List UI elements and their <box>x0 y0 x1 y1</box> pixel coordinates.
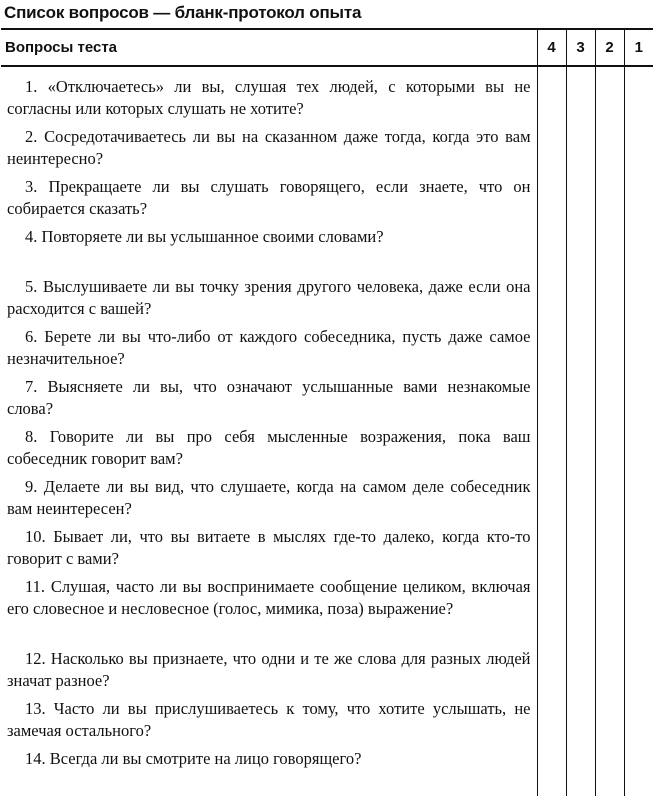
score-cell-2[interactable] <box>595 124 624 174</box>
question-number: 4. <box>25 227 38 246</box>
question-body: Повторяете ли вы услышанное своими словами? <box>41 227 384 246</box>
question-body: Говорите ли вы про себя мысленные возражения, пока ваш собеседник говорит вам? <box>7 427 531 468</box>
question-number: 12. <box>25 649 46 668</box>
score-cell-4[interactable] <box>537 574 566 646</box>
question-number: 5. <box>25 277 38 296</box>
page-title: Список вопросов — бланк-протокол опыта <box>4 3 362 22</box>
score-cell-3[interactable] <box>566 746 595 796</box>
score-cell-1[interactable] <box>624 224 653 274</box>
score-cell-3[interactable] <box>566 374 595 424</box>
score-cell-3[interactable] <box>566 574 595 646</box>
column-header-score-2: 2 <box>595 29 624 66</box>
score-cell-4[interactable] <box>537 746 566 796</box>
question-body: Выясняете ли вы, что означают услышанные вами незнакомые слова? <box>7 377 531 418</box>
score-cell-4[interactable] <box>537 374 566 424</box>
score-cell-1[interactable] <box>624 174 653 224</box>
score-cell-1[interactable] <box>624 66 653 124</box>
question-row-7 <box>1 374 653 424</box>
question-text <box>1 324 537 374</box>
question-text <box>1 66 537 124</box>
question-row-8 <box>1 424 653 474</box>
score-cell-4[interactable] <box>537 324 566 374</box>
score-cell-3[interactable] <box>566 524 595 574</box>
question-body: Выслушиваете ли вы точку зрения другого человека, даже если она расходится с вашей? <box>7 277 531 318</box>
question-number: 3. <box>25 177 38 196</box>
score-cell-4[interactable] <box>537 424 566 474</box>
question-body: Сосредотачиваетесь ли вы на сказанном даже тогда, когда это вам неинтересно? <box>7 127 531 168</box>
score-cell-2[interactable] <box>595 224 624 274</box>
question-body: Делаете ли вы вид, что слушаете, когда на самом деле собеседник вам неинтересен? <box>7 477 531 518</box>
question-row-10 <box>1 524 653 574</box>
score-cell-1[interactable] <box>624 574 653 646</box>
question-body: «Отключаетесь» ли вы, слушая тех людей, с которыми вы не согласны или которых слушать не хотите? <box>7 77 531 118</box>
question-row-11 <box>1 574 653 646</box>
question-text <box>1 696 537 746</box>
score-cell-2[interactable] <box>595 524 624 574</box>
score-cell-3[interactable] <box>566 424 595 474</box>
score-cell-3[interactable] <box>566 66 595 124</box>
question-text <box>1 174 537 224</box>
score-cell-1[interactable] <box>624 424 653 474</box>
score-cell-2[interactable] <box>595 474 624 524</box>
question-body: Всегда ли вы смотрите на лицо говорящего? <box>49 749 362 768</box>
question-row-1 <box>1 66 653 124</box>
score-cell-2[interactable] <box>595 174 624 224</box>
score-cell-3[interactable] <box>566 124 595 174</box>
question-text <box>1 274 537 324</box>
score-cell-2[interactable] <box>595 574 624 646</box>
question-text <box>1 224 537 274</box>
score-cell-2[interactable] <box>595 696 624 746</box>
score-cell-2[interactable] <box>595 374 624 424</box>
question-text <box>1 124 537 174</box>
question-body: Берете ли вы что-либо от каждого собеседника, пусть даже самое незначительное? <box>7 327 531 368</box>
question-text <box>1 746 537 796</box>
score-cell-4[interactable] <box>537 66 566 124</box>
score-cell-4[interactable] <box>537 524 566 574</box>
column-header-score-1: 1 <box>624 29 653 66</box>
score-cell-4[interactable] <box>537 174 566 224</box>
score-cell-3[interactable] <box>566 274 595 324</box>
score-cell-1[interactable] <box>624 124 653 174</box>
question-row-3 <box>1 174 653 224</box>
question-number: 7. <box>25 377 38 396</box>
question-row-5 <box>1 274 653 324</box>
question-text <box>1 424 537 474</box>
question-row-2 <box>1 124 653 174</box>
score-cell-3[interactable] <box>566 174 595 224</box>
score-cell-1[interactable] <box>624 274 653 324</box>
question-text <box>1 524 537 574</box>
score-cell-1[interactable] <box>624 696 653 746</box>
score-cell-1[interactable] <box>624 646 653 696</box>
score-cell-2[interactable] <box>595 424 624 474</box>
question-body: Часто ли вы прислушиваетесь к тому, что хотите услышать, не замечая остального? <box>7 699 531 740</box>
score-cell-1[interactable] <box>624 746 653 796</box>
score-cell-2[interactable] <box>595 746 624 796</box>
score-cell-1[interactable] <box>624 324 653 374</box>
score-cell-1[interactable] <box>624 524 653 574</box>
score-cell-2[interactable] <box>595 274 624 324</box>
question-number: 13. <box>25 699 46 718</box>
column-header-questions: Вопросы теста <box>1 29 537 66</box>
question-row-4 <box>1 224 653 274</box>
score-cell-3[interactable] <box>566 324 595 374</box>
question-row-9 <box>1 474 653 524</box>
question-row-6 <box>1 324 653 374</box>
question-number: 2. <box>25 127 38 146</box>
score-cell-4[interactable] <box>537 474 566 524</box>
score-cell-3[interactable] <box>566 224 595 274</box>
question-row-12 <box>1 646 653 696</box>
question-body: Прекращаете ли вы слушать говорящего, если знаете, что он собирается сказать? <box>7 177 531 218</box>
score-cell-3[interactable] <box>566 696 595 746</box>
question-text <box>1 474 537 524</box>
question-body: Насколько вы признаете, что одни и те же слова для разных людей значат разное? <box>7 649 531 690</box>
question-text <box>1 646 537 696</box>
score-cell-1[interactable] <box>624 474 653 524</box>
question-number: 14. <box>25 749 46 768</box>
question-number: 6. <box>25 327 38 346</box>
score-cell-2[interactable] <box>595 646 624 696</box>
score-cell-2[interactable] <box>595 324 624 374</box>
question-number: 9. <box>25 477 38 496</box>
question-body: Слушая, часто ли вы воспринимаете сообщение целиком, включая его словесное и несловесное (голос, мимика, поза) выражение? <box>7 577 531 618</box>
question-number: 1. <box>25 77 38 96</box>
score-cell-3[interactable] <box>566 474 595 524</box>
question-text <box>1 574 537 646</box>
score-cell-3[interactable] <box>566 646 595 696</box>
question-body: Бывает ли, что вы витаете в мыслях где-то далеко, когда кто-то говорит с вами? <box>7 527 531 568</box>
question-number: 10. <box>25 527 46 546</box>
table-header-row <box>1 29 653 66</box>
score-cell-1[interactable] <box>624 374 653 424</box>
score-cell-4[interactable] <box>537 646 566 696</box>
score-cell-4[interactable] <box>537 696 566 746</box>
question-text <box>1 374 537 424</box>
score-cell-4[interactable] <box>537 124 566 174</box>
questionnaire-table <box>1 28 653 796</box>
question-number: 8. <box>25 427 38 446</box>
column-header-score-4: 4 <box>537 29 566 66</box>
question-row-13 <box>1 696 653 746</box>
question-row-14 <box>1 746 653 796</box>
question-number: 11. <box>25 577 46 596</box>
score-cell-2[interactable] <box>595 66 624 124</box>
score-cell-4[interactable] <box>537 274 566 324</box>
column-header-score-3: 3 <box>566 29 595 66</box>
score-cell-4[interactable] <box>537 224 566 274</box>
